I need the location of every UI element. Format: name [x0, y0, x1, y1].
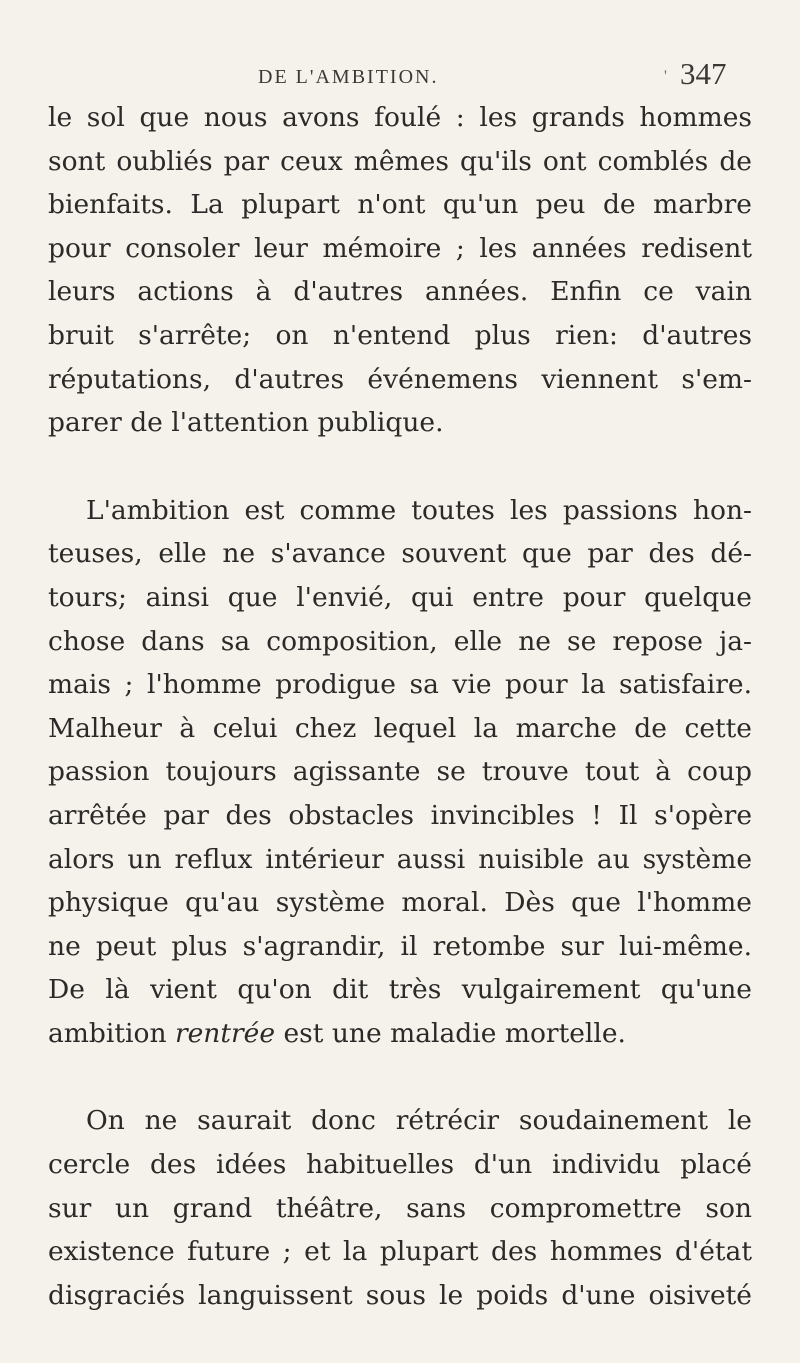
- text-line: bruit s'arrête; on n'entend plus rien: d'autres: [48, 319, 752, 351]
- text-line: mais ; l'homme prodigue sa vie pour la satisfaire.: [48, 669, 752, 701]
- text-line: ne peut plus s'agrandir, il retombe sur lui-même.: [48, 930, 752, 962]
- text-line: sur un grand théâtre, sans compromettre son: [48, 1192, 752, 1224]
- text-line: arrêtée par des obstacles invincibles ! Il s'opère: [48, 799, 752, 831]
- text-line: alors un reflux intérieur aussi nuisible au système: [48, 843, 752, 875]
- text-line: De là vient qu'on dit très vulgairement qu'une: [48, 974, 752, 1006]
- italic-word: rentrée: [174, 1017, 276, 1049]
- text-line: physique qu'au système moral. Dès que l'homme: [48, 887, 752, 919]
- text-line: tours; ainsi que l'envié, qui entre pour quelque: [48, 581, 752, 613]
- paragraph-gap: [48, 1055, 752, 1099]
- text-line: bienfaits. La plupart n'ont qu'un peu de marbre: [48, 189, 752, 221]
- text-line: existence future ; et la plupart des hommes d'état: [48, 1236, 752, 1268]
- running-head: [0, 56, 800, 96]
- text-line: parer de l'attention publique.: [48, 407, 444, 439]
- text-line: passion toujours agissante se trouve tout à coup: [48, 756, 752, 788]
- text-segment: ambition: [48, 1017, 175, 1049]
- page-number: 347: [680, 56, 727, 91]
- text-line: leurs actions à d'autres années. Enfin ce vain: [48, 276, 752, 308]
- page-mark: ': [664, 68, 667, 85]
- paragraph-2: [48, 489, 752, 1056]
- text-line: L'ambition est comme toutes les passions hon-: [86, 494, 752, 526]
- text-line: On ne saurait donc rétrécir soudainement le: [86, 1105, 752, 1137]
- text-line: Malheur à celui chez lequel la marche de cette: [48, 712, 752, 744]
- text-line: chose dans sa composition, elle ne se repose ja-: [48, 625, 752, 657]
- text-segment: est une maladie mortelle.: [275, 1017, 626, 1049]
- paragraph-gap: [48, 445, 752, 489]
- text-line: [48, 1012, 752, 1056]
- text-line: disgraciés languissent sous le poids d'une oisiveté: [48, 1279, 752, 1311]
- text-line: le sol que nous avons foulé : les grands hommes: [48, 102, 752, 133]
- text-line: teuses, elle ne s'avance souvent que par des dé-: [48, 538, 752, 570]
- text-line: réputations, d'autres événemens viennent s'em-: [48, 363, 752, 395]
- body-text: [48, 96, 752, 1317]
- paragraph-3: [48, 1099, 752, 1317]
- text-line: cercle des idées habituelles d'un individu placé: [48, 1149, 752, 1181]
- running-title: DE L'AMBITION.: [258, 66, 439, 88]
- text-line: pour consoler leur mémoire ; les années redisent: [48, 232, 752, 264]
- paragraph-1: [48, 96, 752, 445]
- text-line: sont oubliés par ceux mêmes qu'ils ont comblés de: [48, 145, 752, 177]
